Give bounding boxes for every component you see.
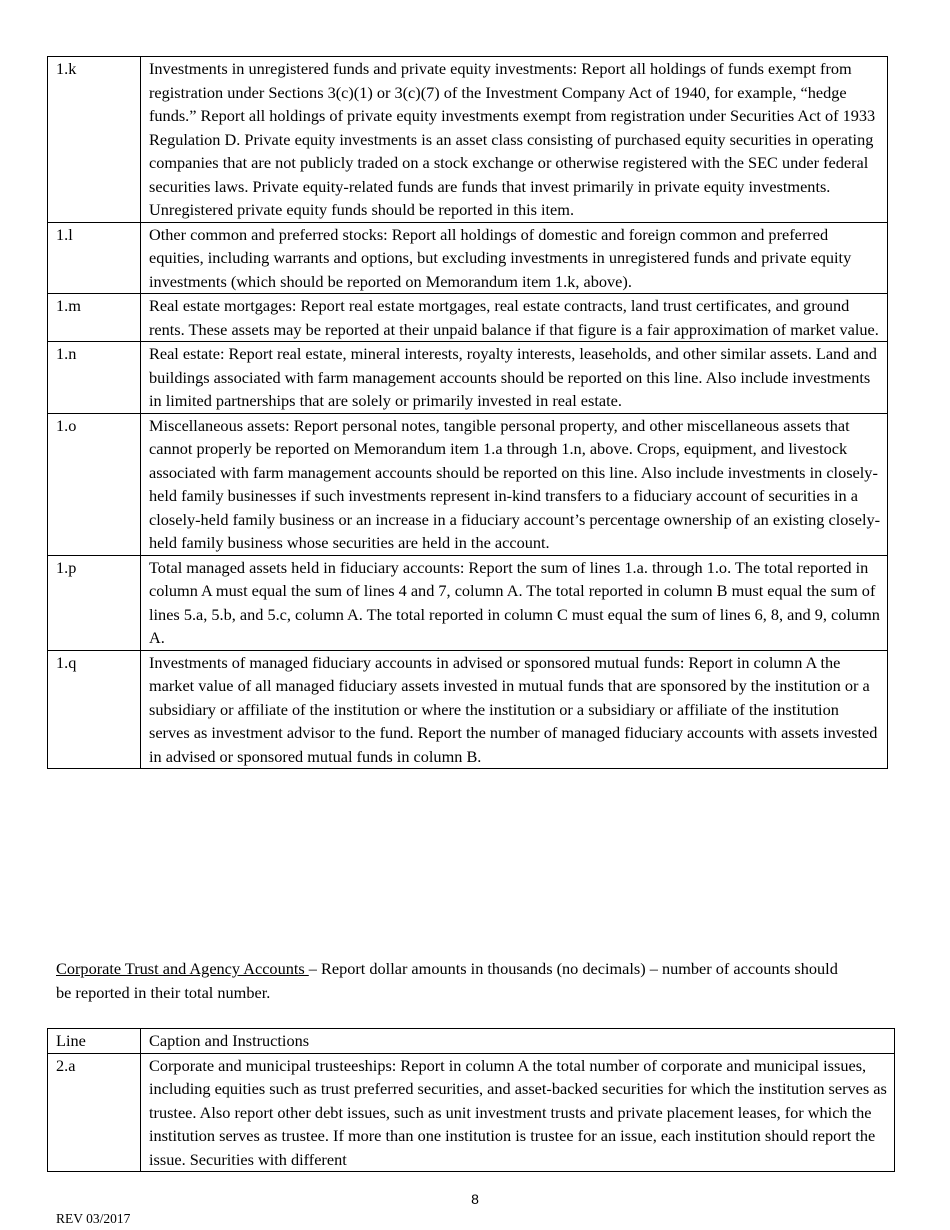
corporate-trust-table	[47, 1028, 895, 1172]
line-number: 1.q	[48, 650, 141, 769]
instruction-text: Investments in unregistered funds and private equity investments: Report all holdings of funds exempt from registration under Sections 3(c)(1) or 3(c)(7) of the Investment Company Act of 1940, for example, “hedge funds.” Report all holdings of private equity investments exempt from registration under Securities Act of 1933 Regulation D. Private equity investments is an asset class consisting of purchased equity securities in operating companies that are not publicly traded on a stock exchange or otherwise registered with the SEC under federal securities laws. Private equity-related funds are funds that invest primarily in private equity investments. Unregistered private equity funds should be reported in this item.	[141, 57, 888, 223]
section-description: – Report dollar amounts in thousands (no decimals) – number of accounts should be reported in their total number.	[56, 959, 838, 1002]
table-row	[48, 1053, 895, 1172]
table-row	[48, 57, 888, 223]
instruction-text: Investments of managed fiduciary accounts in advised or sponsored mutual funds: Report in column A the market value of all managed fiduciary assets invested in mutual funds that are sponsored by the institution or a subsidiary or affiliate of the institution or where the institution or a subsidiary or affiliate of the institution serves as investment advisor to the fund. Report the number of managed fiduciary accounts with assets invested in advised or sponsored mutual funds in column B.	[141, 650, 888, 769]
table-row	[48, 342, 888, 414]
section-title: Corporate Trust and Agency Accounts	[56, 959, 309, 978]
revision-label: REV 03/2017	[56, 1211, 131, 1226]
line-number: 1.l	[48, 222, 141, 294]
column-header-caption: Caption and Instructions	[141, 1029, 895, 1054]
line-number: 1.o	[48, 413, 141, 555]
line-number: 1.p	[48, 555, 141, 650]
instruction-text: Real estate mortgages: Report real estate mortgages, real estate contracts, land trust certificates, and ground rents. These assets may be reported at their unpaid balance if that figure is a fair approximation of market value.	[141, 294, 888, 342]
page-number: 8	[471, 1191, 479, 1207]
line-number: 2.a	[48, 1053, 141, 1172]
memorandum-items-table	[47, 56, 888, 769]
table-row	[48, 294, 888, 342]
line-number: 1.m	[48, 294, 141, 342]
table-header-row	[48, 1029, 895, 1054]
instruction-text: Miscellaneous assets: Report personal notes, tangible personal property, and other miscellaneous assets that cannot properly be reported on Memorandum item 1.a through 1.n, above. Crops, equipment, and livestock associated with farm management accounts should be reported on this line. Also include investments in closely-held family businesses if such investments represent in-kind transfers to a fiduciary account of securities in a closely-held family business or an increase in a fiduciary account’s percentage ownership of an existing closely-held family business whose securities are held in the account.	[141, 413, 888, 555]
section-intro	[56, 957, 856, 1005]
line-number: 1.n	[48, 342, 141, 414]
table-row	[48, 413, 888, 555]
table-row	[48, 222, 888, 294]
instruction-text: Real estate: Report real estate, mineral interests, royalty interests, leaseholds, and other similar assets. Land and buildings associated with farm management accounts should be reported on this line. Also include investments in limited partnerships that are solely or primarily invested in real estate.	[141, 342, 888, 414]
instruction-text: Total managed assets held in fiduciary accounts: Report the sum of lines 1.a. through 1.o. The total reported in column A must equal the sum of lines 4 and 7, column A. The total reported in column B must equal the sum of lines 5.a, 5.b, and 5.c, column A. The total reported in column C must equal the sum of lines 6, 8, and 9, column A.	[141, 555, 888, 650]
table-row	[48, 650, 888, 769]
line-number: 1.k	[48, 57, 141, 223]
table-row	[48, 555, 888, 650]
instruction-text: Corporate and municipal trusteeships: Report in column A the total number of corporate and municipal issues, including equities such as trust preferred securities, and asset-backed securities for which the institution serves as trustee. Also report other debt issues, such as unit investment trusts and private placement leases, for which the institution serves as trustee. If more than one institution is trustee for an issue, each institution should report the issue. Securities with different	[141, 1053, 895, 1172]
column-header-line: Line	[48, 1029, 141, 1054]
instruction-text: Other common and preferred stocks: Report all holdings of domestic and foreign common and preferred equities, including warrants and options, but excluding investments in unregistered funds and private equity investments (which should be reported on Memorandum item 1.k, above).	[141, 222, 888, 294]
